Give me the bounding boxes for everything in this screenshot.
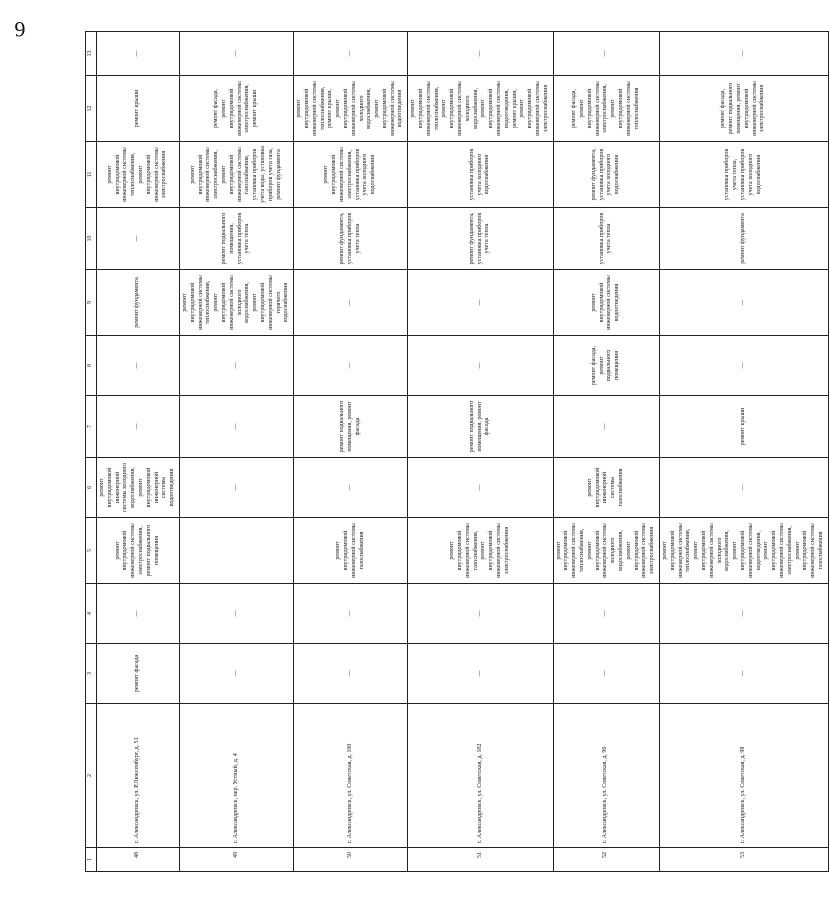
work-cell: — [294, 644, 408, 704]
work-cell: — [179, 644, 293, 704]
table-row [97, 32, 180, 872]
column-number: 5 [86, 518, 97, 584]
work-cell: ремонт фасада, ремонт подвального помещения [553, 336, 659, 396]
work-cell: — [659, 584, 828, 644]
work-cell: установка приборов учета тепла, установка приборов учета холодного водоснабжения [659, 142, 828, 208]
work-cell: ремонт внутридомовой инженерной системы теплоснабжения, ремонт внутридомовой инженерной системы холодного водоснабжения, ремонт внутридомовой инженерной системы горячего водоснабжения [179, 270, 293, 336]
column-number: 8 [86, 336, 97, 396]
page-number: 6 [14, 17, 26, 42]
work-cell: — [408, 270, 553, 336]
column-number: 11 [86, 142, 97, 208]
column-number-row [86, 32, 97, 872]
work-cell: ремонт фасада, ремонт подвального помещения, ремонт внутридомовой инженерной системы электроснабжения [659, 76, 828, 142]
work-cell: ремонт внутридомовой инженерной системы холодного водоснабжения, ремонт внутридомовой инженерной системы водоотведения [97, 458, 180, 518]
work-cell: ремонт фундамента [659, 208, 828, 270]
work-cell: ремонт внутридомовой инженерной системы теплоснабжения, ремонт крыши, ремонт внутридомовой инженерной системы холодного водоснабжения, ремонт внутридомовой инженерной системы водоотведения [294, 76, 408, 142]
work-cell: ремонт фасада, ремонт внутридомовой инженерной системы электроснабжения, ремонт внутридомовой инженерной системы теплоснабжения [553, 76, 659, 142]
address-cell: г. Александровск, ул. Советская, д. 96 [553, 704, 659, 848]
work-cell: — [553, 584, 659, 644]
column-number: 3 [86, 644, 97, 704]
column-number: 4 [86, 584, 97, 644]
repair-schedule-table [85, 31, 829, 872]
work-cell: ремонт внутридомовой инженерной системы газоснабжения [553, 458, 659, 518]
work-cell: ремонт внутридомовой инженерной системы теплоснабжения, ремонт внутридомовой инженерной системы холодного водоснабжения, ремонт внутридомовой инженерной системы водоотведения, ремонт внутридомовой инженерной системы электроснабжения, ремонт внутридомовой инженерной системы газоснабжения [659, 518, 828, 584]
work-cell: ремонт внутридомовой инженерной системы электроснабжения, установка приборов учета холодного водоснабжения [294, 142, 408, 208]
column-number: 1 [86, 848, 97, 872]
table-row [294, 32, 408, 872]
work-cell: ремонт фундамента, установка приборов учета холодного водоснабжения [553, 142, 659, 208]
work-cell: ремонт внутридомовой инженерной системы газоснабжения [294, 518, 408, 584]
row-number: 53 [659, 848, 828, 872]
work-cell: ремонт подвального помещения, установка приборов учета тепла [179, 208, 293, 270]
work-cell: — [97, 208, 180, 270]
work-cell: — [179, 458, 293, 518]
work-cell: — [553, 644, 659, 704]
table-row [179, 32, 293, 872]
table-wrapper [85, 32, 824, 872]
column-number: 6 [86, 458, 97, 518]
work-cell: ремонт подвального помещения, ремонт фасада [408, 396, 553, 458]
address-cell: г. Александровск, ул. Советская, д. 102 [408, 704, 553, 848]
work-cell: ремонт внутридомовой инженерной системы электроснабжения, ремонт подвального помещения [97, 518, 180, 584]
column-number: 12 [86, 76, 97, 142]
work-cell: ремонт фасада [97, 644, 180, 704]
table-row [553, 32, 659, 872]
work-cell: — [408, 32, 553, 76]
work-cell: установка приборов учета тепла [553, 208, 659, 270]
column-number: 9 [86, 270, 97, 336]
work-cell: — [294, 458, 408, 518]
work-cell: — [408, 644, 553, 704]
work-cell: — [179, 396, 293, 458]
column-number: 2 [86, 704, 97, 848]
work-cell: — [659, 458, 828, 518]
work-cell: — [408, 584, 553, 644]
work-cell: ремонт внутридомовой инженерной системы теплоснабжения, ремонт внутридомовой инженерной системы холодного водоснабжения, ремонт внутридомовой инженерной системы электроснабжения [553, 518, 659, 584]
work-cell: ремонт внутридомовой инженерной системы теплоснабжения, ремонт внутридомовой инженерной системы холодного водоснабжения, ремонт внутридомовой инженерной системы водоотведения, ремонт крыши, ремонт внутридомовой инженерной системы электроснабжения [408, 76, 553, 142]
work-cell: — [294, 336, 408, 396]
table-body [86, 32, 829, 872]
work-cell: ремонт фундамента [97, 270, 180, 336]
row-number: 50 [294, 848, 408, 872]
work-cell: — [553, 396, 659, 458]
work-cell: ремонт внутридомовой инженерной системы газоснабжения, ремонт внутридомовой инженерной системы электроснабжения [408, 518, 553, 584]
work-cell: — [408, 458, 553, 518]
work-cell: — [659, 270, 828, 336]
work-cell: ремонт внутридомовой инженерной системы водоотведения [553, 270, 659, 336]
work-cell: — [294, 32, 408, 76]
work-cell: — [97, 336, 180, 396]
table-row [408, 32, 553, 872]
address-cell: г. Александровск, пер. Устный, д. 4 [179, 704, 293, 848]
work-cell: — [97, 396, 180, 458]
column-number: 7 [86, 396, 97, 458]
row-number: 48 [97, 848, 180, 872]
work-cell: — [97, 584, 180, 644]
work-cell: — [659, 32, 828, 76]
work-cell: ремонт фасада, ремонт внутридомовой инженерной системы электроснабжения, ремонт крыши [179, 76, 293, 142]
work-cell: ремонт фундамента, установка приборов учета тепла [294, 208, 408, 270]
work-cell: — [294, 270, 408, 336]
row-number: 51 [408, 848, 553, 872]
work-cell: — [408, 336, 553, 396]
work-cell [179, 518, 293, 584]
work-cell: установка приборов учета холодного водоснабжения [408, 142, 553, 208]
row-number: 52 [553, 848, 659, 872]
work-cell: ремонт подвального помещения, ремонт фасада [294, 396, 408, 458]
work-cell: ремонт внутридомовой инженерной системы теплоснабжения, ремонт внутридомовой инженерной системы электроснабжения [97, 142, 180, 208]
work-cell: ремонт фундамента, установка приборов учета тепла [408, 208, 553, 270]
column-number: 13 [86, 32, 97, 76]
address-cell: г. Александровск, ул. Советская, д. 100 [294, 704, 408, 848]
work-cell: — [659, 336, 828, 396]
address-cell: г. Александровск, ул. Р.Люксембург, д. 51 [97, 704, 180, 848]
work-cell: — [179, 32, 293, 76]
work-cell: — [179, 336, 293, 396]
work-cell: — [179, 584, 293, 644]
table-row [659, 32, 828, 872]
work-cell: ремонт крыши [97, 76, 180, 142]
work-cell: — [553, 32, 659, 76]
work-cell: ремонт внутридомовой инженерной системы электроснабжения, ремонт внутридомовой инженерной системы газоснабжения, установка приборов учета воды, установка приборов учета газа, ремонт фундамента [179, 142, 293, 208]
work-cell: — [97, 32, 180, 76]
work-cell: ремонт крыши [659, 396, 828, 458]
column-number: 10 [86, 208, 97, 270]
work-cell: — [659, 644, 828, 704]
address-cell: г. Александровск, ул. Советская, д. 98 [659, 704, 828, 848]
work-cell: — [294, 584, 408, 644]
row-number: 49 [179, 848, 293, 872]
